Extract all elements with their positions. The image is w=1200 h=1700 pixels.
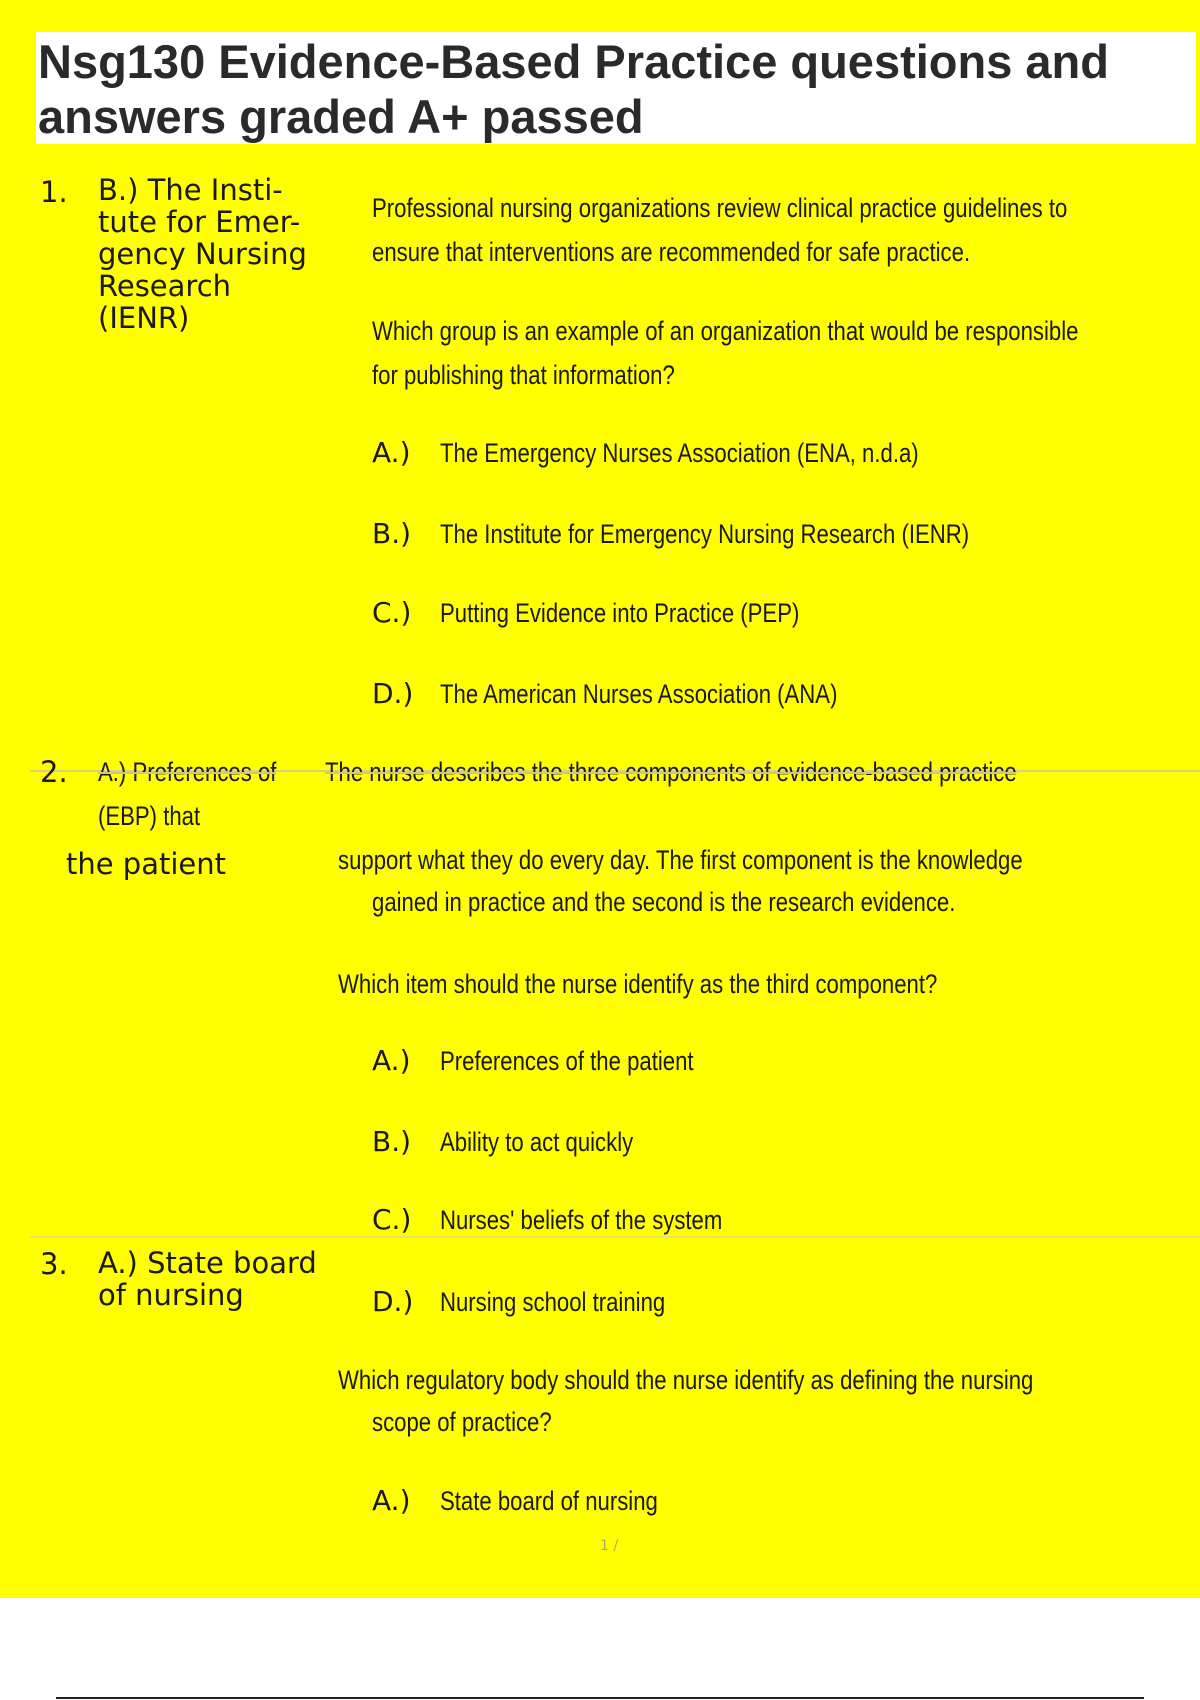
option-text: The American Nurses Association (ANA) [440,679,838,709]
option-text: Ability to act quickly [440,1127,634,1157]
question-2-answer: the patient [66,847,227,881]
prompt-line: Which group is an example of an organization that would be responsible [372,316,1079,346]
option-text: Preferences of the patient [440,1046,694,1076]
question-1-option-d [372,674,925,714]
option-letter: A.) [372,1484,411,1517]
page-title: Nsg130 Evidence-Based Practice questions and answers graded A+ passed [38,35,1109,143]
stem-line: ensure that interventions are recommended for safe practice. [372,237,971,267]
option-text: Nurses' beliefs of the system [440,1205,723,1235]
question-2-stem-line: support what they do every day. The first component is the knowledge [338,845,1023,875]
stem-line: Professional nursing organizations review clinical practice guidelines to [372,193,1068,223]
option-letter: A.) [372,436,411,469]
option-letter: B.) [372,1125,412,1158]
question-1-stem [372,186,1067,274]
question-2-option-b [372,1122,676,1162]
answer-line: (IENR) [98,301,190,335]
question-3-number: 3. [40,1247,68,1281]
question-1-number: 1. [40,175,68,209]
question-2-prompt: Which item should the nurse identify as the third component? [338,969,938,999]
prompt-line: for publishing that information? [372,360,675,390]
option-text: State board of nursing [440,1486,658,1516]
option-text: The Institute for Emergency Nursing Research (IENR) [440,519,970,549]
question-3-answer [98,1247,317,1311]
question-2-option-a [372,1041,749,1081]
option-text: Putting Evidence into Practice (PEP) [440,598,800,628]
answer-line: tute for Emer- [98,205,301,239]
bottom-rule [56,1697,1144,1699]
option-text: The Emergency Nurses Association (ENA, n.d.a) [440,438,919,468]
question-2-stem-line: gained in practice and the second is the research evidence. [372,887,956,917]
question-3-option-a [372,1481,706,1521]
option-letter: C.) [372,596,412,629]
option-letter: D.) [372,677,414,710]
answer-line: Research [98,269,232,303]
question-3-prompt-line: Which regulatory body should the nurse identify as defining the nursing [338,1365,1034,1395]
question-1-option-a [372,433,1024,473]
question-2-stem-overprint: The nurse describes the three components of evidence-based practice [325,757,1017,787]
question-1-answer [98,174,307,334]
question-2-answer-overprint: A.) Preferences of [98,757,277,787]
option-text: Nursing school training [440,1287,666,1317]
question-2-option-d [372,1282,715,1322]
question-2-stem-line: (EBP) that [98,801,201,831]
answer-line: gency Nursing [98,237,307,271]
question-3-prompt-line: scope of practice? [372,1407,552,1437]
page-number: 1 / [600,1538,619,1554]
section-divider [30,1236,1200,1238]
answer-line: A.) State board [98,1246,317,1280]
question-1-option-c [372,593,878,633]
answer-line: B.) The Insti- [98,173,283,207]
option-letter: C.) [372,1203,412,1236]
question-2-number: 2. [40,755,68,789]
question-1-prompt [372,309,1078,397]
question-2-option-c [372,1200,784,1240]
option-letter: D.) [372,1285,414,1318]
option-letter: A.) [372,1044,411,1077]
answer-line: of nursing [98,1278,244,1312]
option-letter: B.) [372,517,412,550]
question-1-option-b [372,514,1085,554]
